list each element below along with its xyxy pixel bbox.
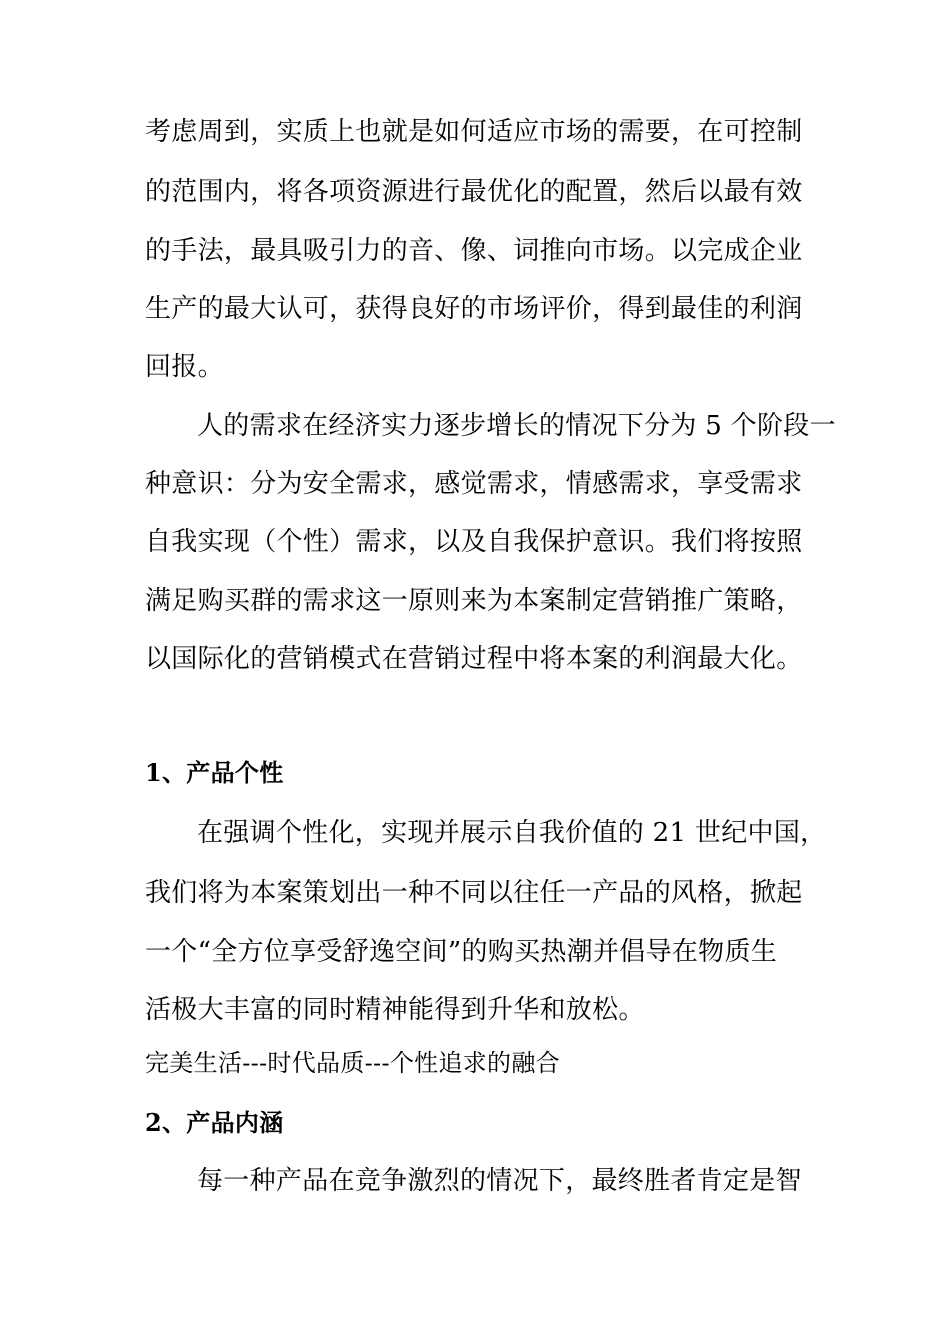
section-heading-product-personality: 1、产品个性 (145, 758, 284, 787)
paragraph-line: 的手法，最具吸引力的音、像、词推向市场。以完成企业 (145, 236, 803, 266)
paragraph-line: 人的需求在经济实力逐步增长的情况下分为 5 个阶段一 (197, 411, 836, 441)
paragraph-line: 满足购买群的需求这一原则来为本案制定营销推广策略， (145, 586, 803, 616)
paragraph-line: 自我实现（个性）需求，以及自我保护意识。我们将按照 (145, 527, 803, 557)
paragraph-line: 生产的最大认可，获得良好的市场评价，得到最佳的利润 (145, 294, 803, 324)
paragraph-line: 每一种产品在竞争激烈的情况下，最终胜者肯定是智 (197, 1166, 802, 1196)
paragraph-line: 活极大丰富的同时精神能得到升华和放松。 (145, 995, 645, 1025)
tagline: 完美生活---时代品质---个性追求的融合 (145, 1049, 560, 1077)
section-heading-product-connotation: 2、产品内涵 (145, 1108, 284, 1137)
paragraph-line: 回报。 (145, 352, 224, 382)
paragraph-line: 一个“全方位享受舒逸空间”的购买热潮并倡导在物质生 (145, 937, 778, 967)
paragraph-line: 考虑周到，实质上也就是如何适应市场的需要，在可控制 (145, 117, 803, 147)
paragraph-line: 在强调个性化，实现并展示自我价值的 21 世纪中国， (197, 818, 827, 848)
paragraph-line: 我们将为本案策划出一种不同以往任一产品的风格，掀起 (145, 878, 803, 908)
paragraph-line: 以国际化的营销模式在营销过程中将本案的利润最大化。 (145, 644, 803, 674)
paragraph-line: 的范围内，将各项资源进行最优化的配置，然后以最有效 (145, 177, 803, 207)
paragraph-line: 种意识：分为安全需求，感觉需求，情感需求，享受需求 (145, 469, 803, 499)
